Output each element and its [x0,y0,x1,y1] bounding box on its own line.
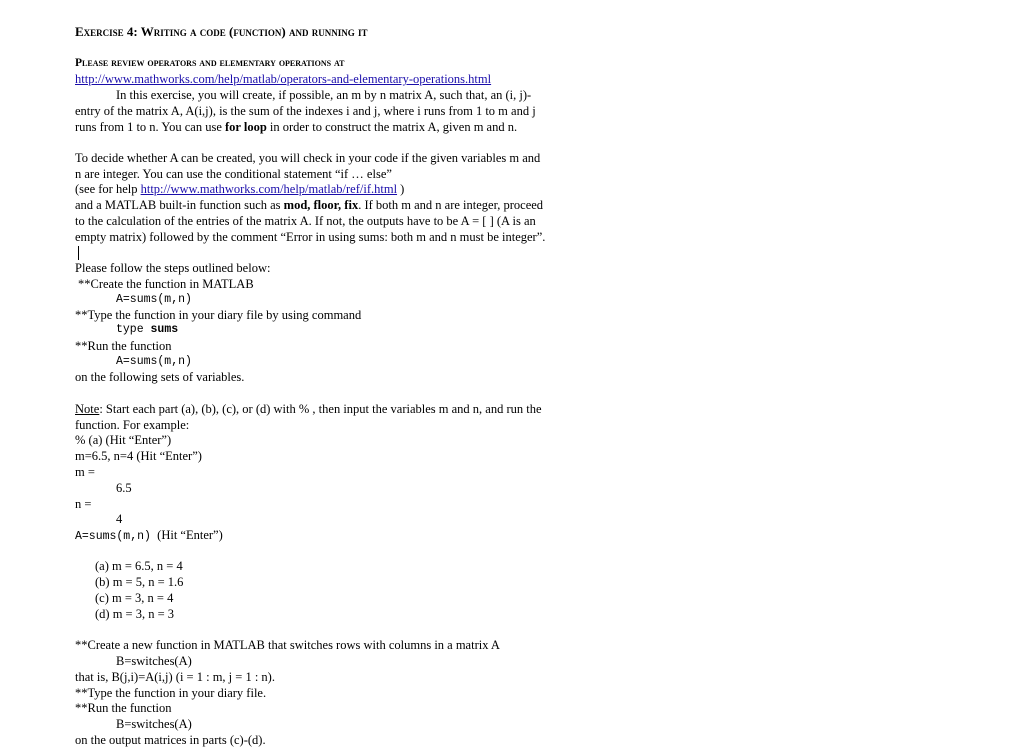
operators-link[interactable]: http://www.mathworks.com/help/matlab/operators-and-elementary-operations.html [75,72,492,86]
builtin-post: . If both m and n are integer, proceed [358,198,544,212]
example-m-value: 6.5 [116,481,132,495]
note-text: : Start each part (a), (b), (c), or (d) with % , then input the variables m and n, and run the [99,402,542,416]
step-run-code: A=sums(m,n) [116,355,192,368]
help-pre: (see for help [75,182,141,196]
decide-line-1: To decide whether A can be created, you will check in your code if the given variables m and [75,151,541,165]
example-call-hint: (Hit “Enter”) [157,528,223,542]
case-c: (c) m = 3, n = 4 [95,591,174,605]
example-m-label: m = [75,465,95,479]
builtin-pre: and a MATLAB built-in function such as [75,198,284,212]
switches-output: on the output matrices in parts (c)-(d). [75,733,266,747]
exercise-title: Exercise 4: Writing a code (function) and running it [75,24,368,39]
example-line-1: % (a) (Hit “Enter”) [75,433,172,447]
text-cursor [78,246,79,260]
if-help-link[interactable]: http://www.mathworks.com/help/matlab/ref/if.html [140,182,398,196]
decide-line-4: empty matrix) followed by the comment “Error in using sums: both m and n must be integer”. [75,230,546,244]
type-command: type [116,323,151,336]
case-d: (d) m = 3, n = 3 [95,607,175,621]
case-b: (b) m = 5, n = 1.6 [95,575,184,589]
intro3-bold: for loop [225,120,267,134]
steps-intro: Please follow the steps outlined below: [75,261,271,275]
builtin-bold: mod, floor, fix [283,198,359,212]
note-label: Note [75,402,100,416]
intro3-pre: runs from 1 to n. You can use [75,120,225,134]
note-line-2: function. For example: [75,418,190,432]
switches-code: B=switches(A) [116,654,192,668]
switches-run: **Run the function [75,701,172,715]
intro-line-2: entry of the matrix A, A(i,j), is the sum of the indexes i and j, where i runs from 1 to m and j [75,104,536,118]
help-line [75,182,404,197]
review-heading: Please review operators and elementary operations at [75,57,345,69]
example-call-code: A=sums(m,n) [75,530,151,543]
type-command-arg: sums [150,323,179,336]
switches-create: **Create a new function in MATLAB that switches rows with columns in a matrix A [75,638,500,652]
step-create-code: A=sums(m,n) [116,293,192,306]
example-call [75,528,223,544]
note-line-1 [75,402,542,417]
intro3-post: in order to construct the matrix A, given m and n. [266,120,518,134]
example-n-value: 4 [116,512,123,526]
switches-thatis: that is, B(j,i)=A(i,j) (i = 1 : m, j = 1 : n). [75,670,275,684]
help-post: ) [397,182,405,196]
switches-type: **Type the function in your diary file. [75,686,267,700]
step-create: **Create the function in MATLAB [78,277,254,291]
decide-line-2: n are integer. You can use the conditional statement “if … else” [75,167,392,181]
example-n-label: n = [75,497,92,511]
step-type: **Type the function in your diary file by using command [75,308,362,322]
step-following: on the following sets of variables. [75,370,245,384]
switches-code-2: B=switches(A) [116,717,192,731]
case-a: (a) m = 6.5, n = 4 [95,559,183,573]
step-type-code [116,322,178,337]
builtin-line [75,198,543,213]
decide-line-3: to the calculation of the entries of the matrix A. If not, the outputs have to be A = [ ] (A is an [75,214,536,228]
example-line-2: m=6.5, n=4 (Hit “Enter”) [75,449,202,463]
step-run: **Run the function [75,339,172,353]
intro-line-3 [75,120,517,135]
operators-link-line [75,72,491,87]
intro-line-1: In this exercise, you will create, if possible, an m by n matrix A, such that, an (i, j)- [116,88,532,102]
